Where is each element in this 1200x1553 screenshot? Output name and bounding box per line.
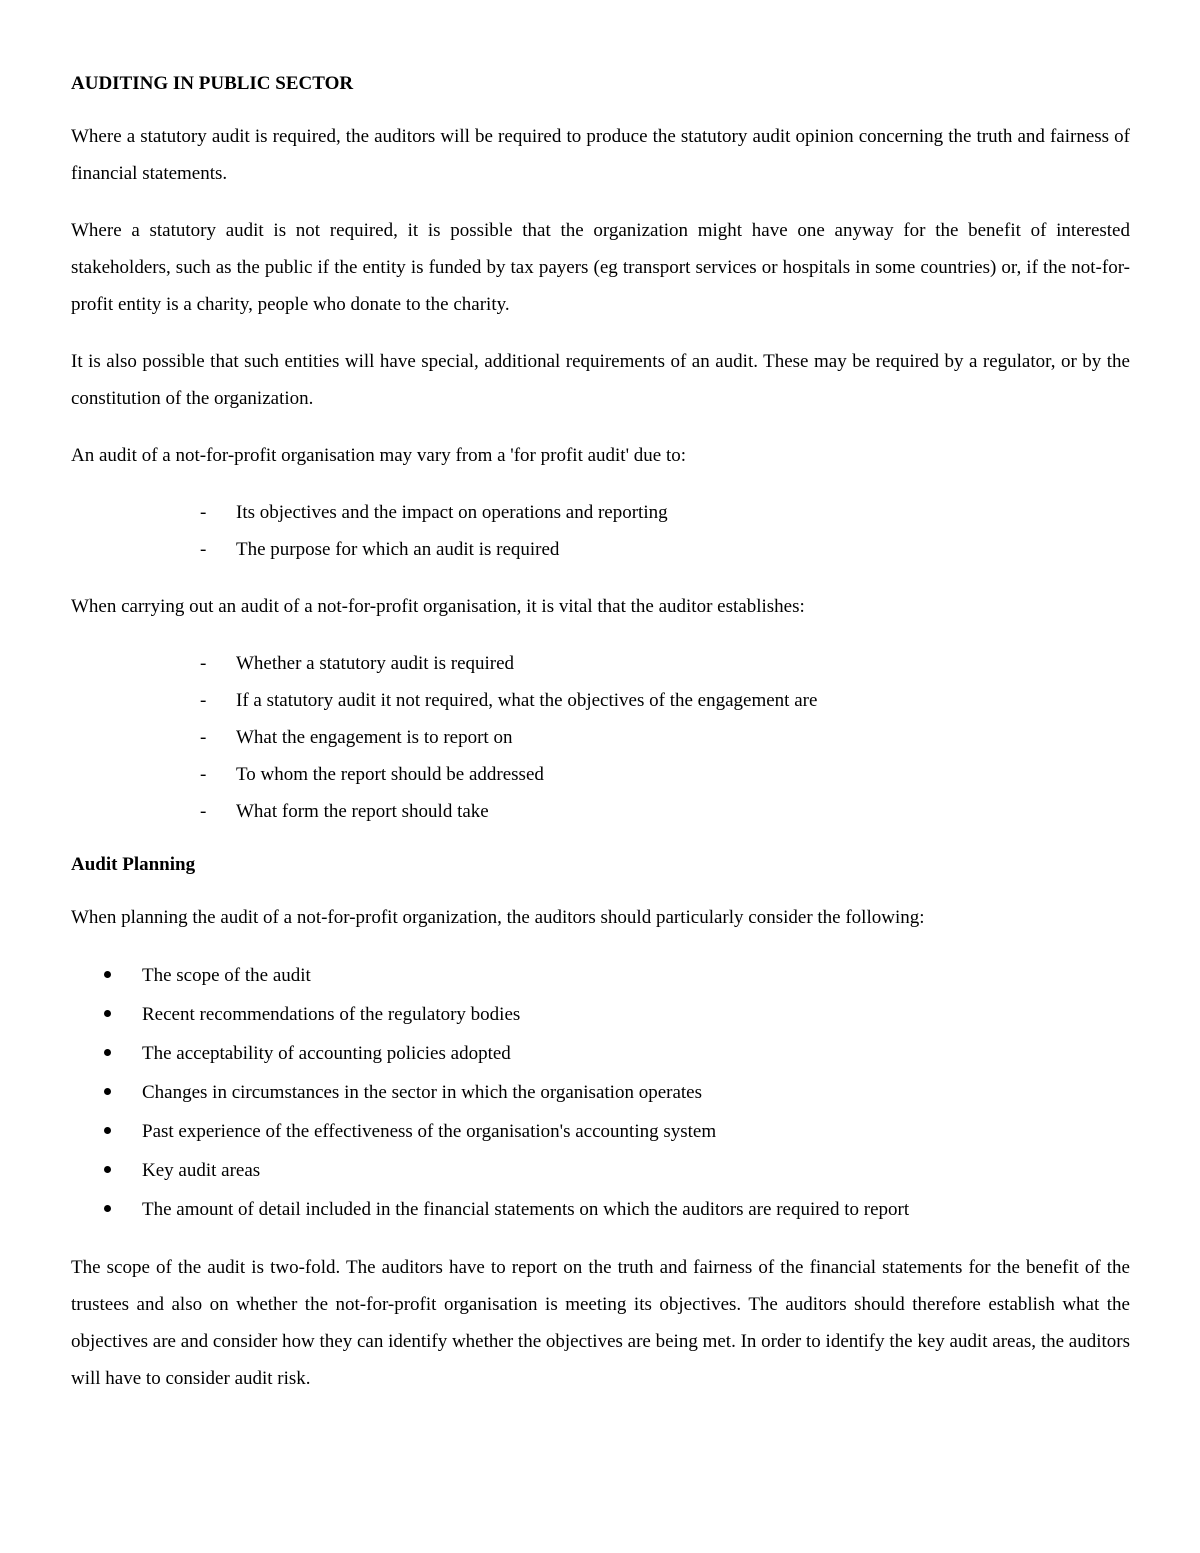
dash-marker: -	[200, 690, 207, 711]
paragraph-statutory-required: Where a statutory audit is required, the auditors will be required to produce the statutory audit opinion concerning the truth and fairness of financial statements.	[71, 126, 1130, 184]
list-item: - To whom the report should be addressed	[200, 756, 1130, 793]
list-item: - If a statutory audit it not required, what the objectives of the engagement are	[200, 682, 1130, 719]
list-item: - What the engagement is to report on	[200, 719, 1130, 756]
list-item: The amount of detail included in the financial statements on which the auditors are required to report	[104, 1190, 1130, 1229]
establish-list	[71, 645, 1130, 830]
paragraph-vary-intro: An audit of a not-for-profit organisation may vary from a 'for profit audit' due to:	[71, 445, 687, 466]
list-item: The scope of the audit	[104, 956, 1130, 995]
list-item: Changes in circumstances in the sector in which the organisation operates	[104, 1073, 1130, 1112]
document-page	[71, 70, 1130, 1417]
list-item: - Its objectives and the impact on operations and reporting	[200, 494, 1130, 531]
paragraph-statutory-not-required: Where a statutory audit is not required, it is possible that the organization might have one anyway for the benefit of interested stakeholders, such as the public if the entity is funded by tax payers (eg transport services or hospitals in some countries) or, if the not-for-profit entity is a charity, people who donate to the charity.	[71, 220, 1130, 315]
dash-marker: -	[200, 539, 207, 560]
dash-marker: -	[200, 801, 207, 822]
vary-reasons-list	[71, 494, 1130, 568]
paragraph-establish-intro: When carrying out an audit of a not-for-profit organisation, it is vital that the auditor establishes:	[71, 596, 805, 617]
list-item: The acceptability of accounting policies adopted	[104, 1034, 1130, 1073]
bullet-icon	[104, 1088, 111, 1095]
bullet-icon	[104, 971, 111, 978]
list-item: Key audit areas	[104, 1151, 1130, 1190]
list-item: - What form the report should take	[200, 793, 1130, 830]
dash-marker: -	[200, 727, 207, 748]
bullet-icon	[104, 1127, 111, 1134]
paragraph-planning-intro: When planning the audit of a not-for-profit organization, the auditors should particularly consider the following:	[71, 907, 925, 928]
dash-marker: -	[200, 653, 207, 674]
list-item: - The purpose for which an audit is required	[200, 531, 1130, 568]
section-heading-audit-planning: Audit Planning	[71, 854, 196, 875]
bullet-icon	[104, 1166, 111, 1173]
list-item: Past experience of the effectiveness of the organisation's accounting system	[104, 1112, 1130, 1151]
document-title: AUDITING IN PUBLIC SECTOR	[71, 73, 354, 94]
bullet-icon	[104, 1049, 111, 1056]
paragraph-scope-two-fold: The scope of the audit is two-fold. The auditors have to report on the truth and fairness of the financial statements for the benefit of the trustees and also on whether the not-for-profit organisation is meeting its objectives. The auditors should therefore establish what the objectives are and consider how they can identify whether the objectives are being met. In order to identify the key audit areas, the auditors will have to consider audit risk.	[71, 1257, 1130, 1389]
bullet-icon	[104, 1010, 111, 1017]
paragraph-special-requirements: It is also possible that such entities will have special, additional requirements of an audit. These may be required by a regulator, or by the constitution of the organization.	[71, 351, 1130, 409]
dash-marker: -	[200, 502, 207, 523]
planning-considerations-list	[71, 956, 1130, 1229]
dash-marker: -	[200, 764, 207, 785]
bullet-icon	[104, 1205, 111, 1212]
list-item: - Whether a statutory audit is required	[200, 645, 1130, 682]
list-item: Recent recommendations of the regulatory bodies	[104, 995, 1130, 1034]
